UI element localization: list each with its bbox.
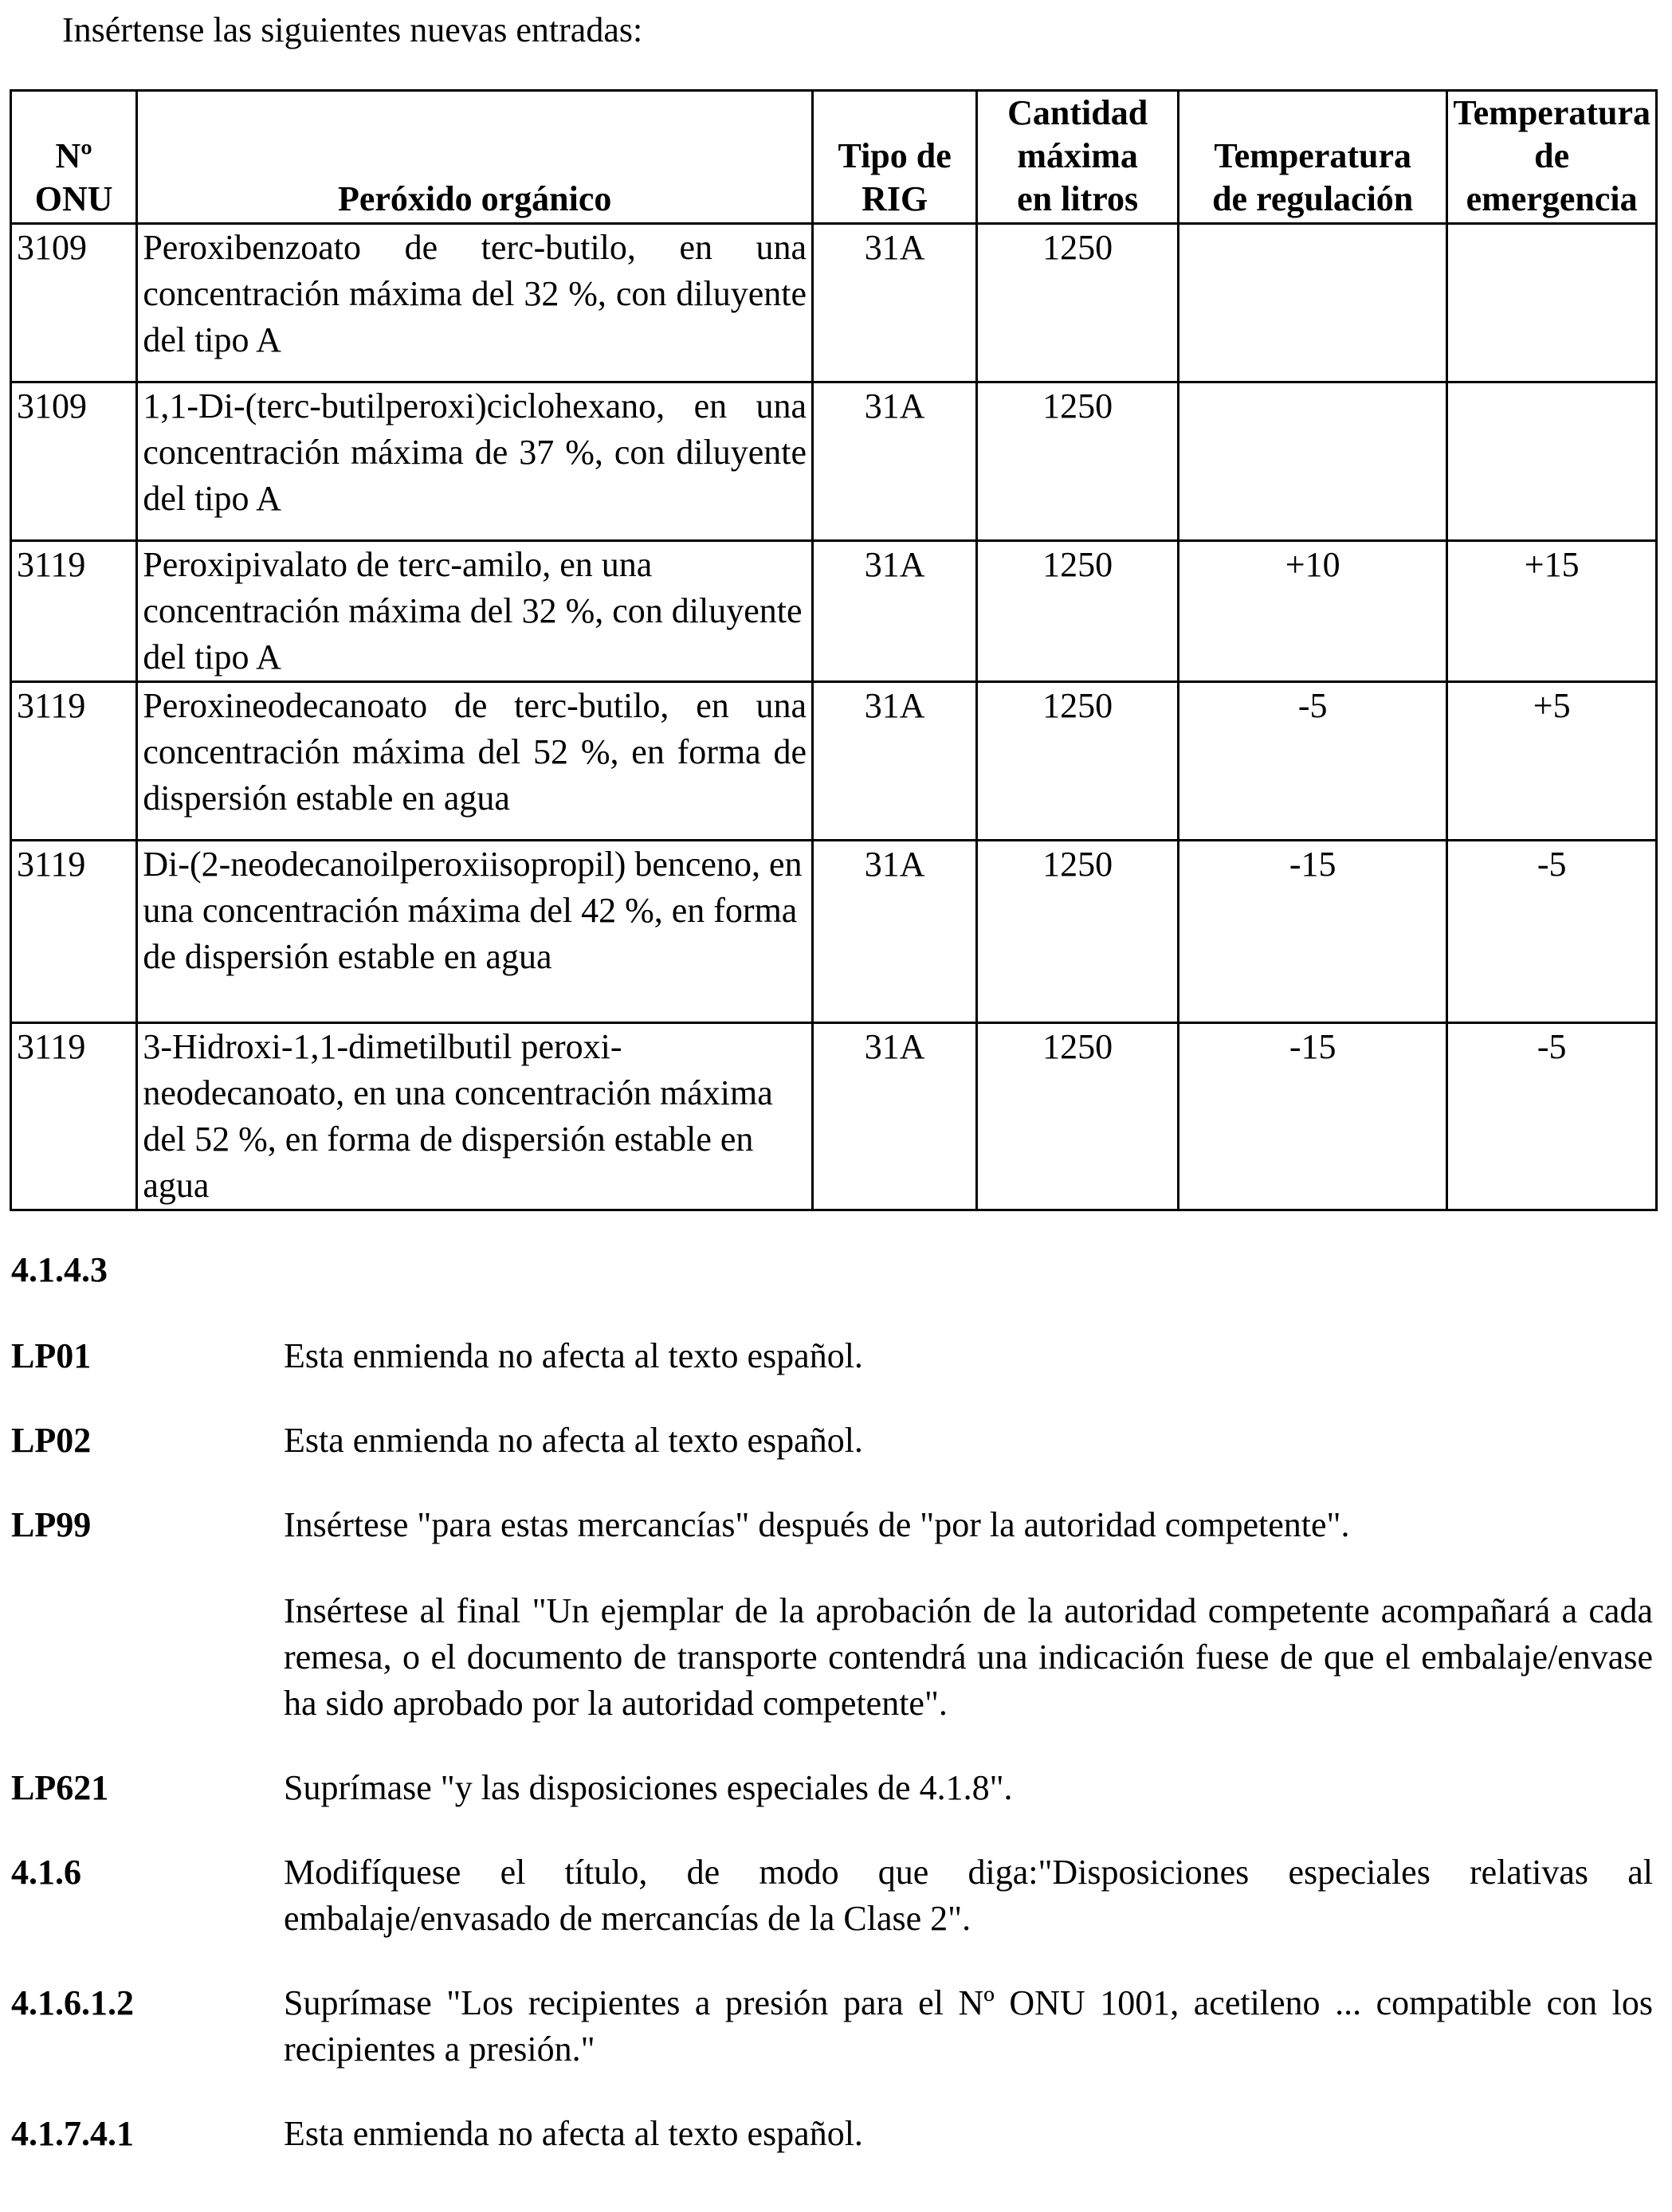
section-text: Suprímase "y las disposiciones especiales de 4.1.8". xyxy=(284,1768,1013,1807)
cell-cantidad: 1250 xyxy=(977,682,1179,841)
table-row xyxy=(11,224,1657,382)
section-text: Esta enmienda no afecta al texto español. xyxy=(284,1336,863,1375)
cell-peroxide: 1,1-Di-(terc-butilperoxi)ciclohexano, en una concentración máxima de 37 %, con diluyente del tipo A xyxy=(137,382,813,541)
section-lp99 xyxy=(11,1502,1653,1727)
cell-emergencia: -5 xyxy=(1447,841,1657,1023)
section-4-1-6 xyxy=(11,1849,1653,1942)
section-heading-4-1-4-3: 4.1.4.3 xyxy=(11,1250,108,1289)
header-cantidad: Cantidad máxima en litros xyxy=(977,91,1179,224)
section-code: LP621 xyxy=(11,1768,109,1807)
header-tipo-rig: Tipo de RIG xyxy=(813,91,977,224)
header-onu: Nº ONU xyxy=(11,91,137,224)
section-code: 4.1.7.4.1 xyxy=(11,2114,134,2153)
cell-regulacion: -15 xyxy=(1179,1023,1447,1210)
cell-tipo: 31A xyxy=(813,682,977,841)
cell-tipo: 31A xyxy=(813,224,977,382)
section-code: LP99 xyxy=(11,1505,92,1544)
section-4-1-6-1-2 xyxy=(11,1980,1653,2073)
cell-onu: 3109 xyxy=(11,224,137,382)
cell-onu: 3119 xyxy=(11,841,137,1023)
cell-onu: 3119 xyxy=(11,541,137,682)
cell-regulacion: -5 xyxy=(1179,682,1447,841)
cell-regulacion: -15 xyxy=(1179,841,1447,1023)
table-row xyxy=(11,682,1657,841)
section-code: 4.1.6.1.2 xyxy=(11,1983,134,2022)
cell-cantidad: 1250 xyxy=(977,1023,1179,1210)
cell-tipo: 31A xyxy=(813,541,977,682)
table-row xyxy=(11,1023,1657,1210)
cell-tipo: 31A xyxy=(813,841,977,1023)
section-text: Esta enmienda no afecta al texto español. xyxy=(284,2114,863,2153)
cell-peroxide: Di-(2-neodecanoilperoxiisopropil) benceno, en una concentración máxima del 42 %, en forma de dispersión estable en agua xyxy=(137,841,813,1023)
section-code: 4.1.6 xyxy=(11,1853,81,1892)
section-text: Suprímase "Los recipientes a presión para el Nº ONU 1001, acetileno ... compatible con los recipientes a presión." xyxy=(284,1983,1653,2069)
header-temp-emergencia: Temperatura de emergencia xyxy=(1447,91,1657,224)
cell-emergencia: +5 xyxy=(1447,682,1657,841)
cell-emergencia xyxy=(1447,382,1657,541)
section-lp01 xyxy=(11,1333,1653,1379)
section-text-2: Insértese al final "Un ejemplar de la aprobación de la autoridad competente acompañará a cada remesa, o el documento de transporte contendrá una indicación fuese de que el embalaje/envase ha sido aprobado por la autoridad competente". xyxy=(284,1591,1653,1723)
cell-cantidad: 1250 xyxy=(977,541,1179,682)
cell-peroxide: Peroxineodecanoato de terc-butilo, en una concentración máxima del 52 %, en forma de dispersión estable en agua xyxy=(137,682,813,841)
cell-regulacion xyxy=(1179,382,1447,541)
cell-tipo: 31A xyxy=(813,1023,977,1210)
table-header-row xyxy=(11,91,1657,224)
section-text: Esta enmienda no afecta al texto español. xyxy=(284,1421,863,1460)
peroxide-entries-table xyxy=(10,89,1658,1211)
cell-regulacion: +10 xyxy=(1179,541,1447,682)
section-lp02 xyxy=(11,1418,1653,1464)
section-4-1-7-4-1 xyxy=(11,2111,1653,2157)
cell-cantidad: 1250 xyxy=(977,841,1179,1023)
cell-emergencia: +15 xyxy=(1447,541,1657,682)
section-text: Insértese "para estas mercancías" después de "por la autoridad competente". xyxy=(284,1505,1350,1544)
cell-onu: 3119 xyxy=(11,1023,137,1210)
cell-regulacion xyxy=(1179,224,1447,382)
section-lp621 xyxy=(11,1765,1653,1811)
cell-emergencia: -5 xyxy=(1447,1023,1657,1210)
cell-peroxide: 3-Hidroxi-1,1-dimetilbutil peroxi-neodecanoato, en una concentración máxima del 52 %, en forma de dispersión estable en agua xyxy=(137,1023,813,1210)
table-row xyxy=(11,841,1657,1023)
cell-cantidad: 1250 xyxy=(977,224,1179,382)
cell-onu: 3119 xyxy=(11,682,137,841)
amendment-sections xyxy=(11,1247,1653,2195)
intro-text: Insértense las siguientes nuevas entradas: xyxy=(62,10,643,49)
header-peroxide: Peróxido orgánico xyxy=(137,91,813,224)
cell-peroxide: Peroxibenzoato de terc-butilo, en una concentración máxima del 32 %, con diluyente del tipo A xyxy=(137,224,813,382)
section-code: LP02 xyxy=(11,1421,92,1460)
section-code: LP01 xyxy=(11,1336,92,1375)
cell-cantidad: 1250 xyxy=(977,382,1179,541)
cell-emergencia xyxy=(1447,224,1657,382)
table-row xyxy=(11,382,1657,541)
table-row xyxy=(11,541,1657,682)
cell-peroxide: Peroxipivalato de terc-amilo, en una concentración máxima del 32 %, con diluyente del tipo A xyxy=(137,541,813,682)
header-temp-regulacion: Temperatura de regulación xyxy=(1179,91,1447,224)
cell-onu: 3109 xyxy=(11,382,137,541)
section-text: Modifíquese el título, de modo que diga:"Disposiciones especiales relativas al embalaje/envasado de mercancías de la Clase 2". xyxy=(284,1853,1653,1938)
cell-tipo: 31A xyxy=(813,382,977,541)
